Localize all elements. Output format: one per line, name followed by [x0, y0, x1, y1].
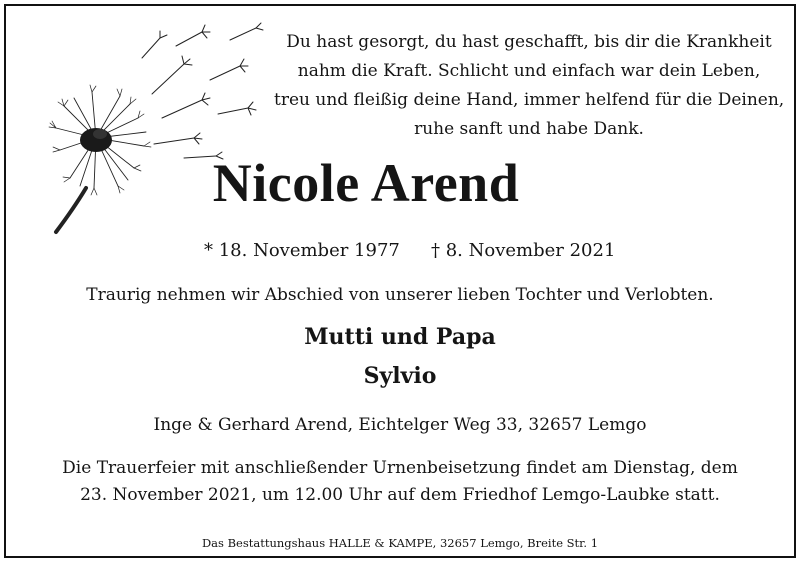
- poem-line: treu und fleißig deine Hand, immer helfend für die Deinen,: [274, 90, 785, 110]
- poem-line: ruhe sanft und habe Dank.: [414, 119, 644, 139]
- mourners-parents: Mutti und Papa: [304, 324, 496, 350]
- ceremony-line: 23. November 2021, um 12.00 Uhr auf dem Friedhof Lemgo-Laubke statt.: [80, 485, 720, 505]
- obituary-frame: [4, 4, 796, 558]
- announcement-text: Traurig nehmen wir Abschied von unserer lieben Tochter und Verlobten.: [86, 285, 714, 305]
- deceased-name: Nicole Arend: [212, 153, 520, 213]
- birth-date: * 18. November 1977: [204, 240, 400, 261]
- mourners-partner: Sylvio: [363, 363, 437, 389]
- poem-line: Du hast gesorgt, du hast geschafft, bis dir die Krankheit: [286, 32, 772, 52]
- death-date: † 8. November 2021: [431, 240, 616, 261]
- ceremony-line: Die Trauerfeier mit anschließender Urnenbeisetzung findet am Dienstag, dem: [62, 458, 738, 478]
- poem-line: nahm die Kraft. Schlicht und einfach war dein Leben,: [297, 61, 761, 81]
- poem: [274, 28, 784, 144]
- ceremony-info: [6, 455, 794, 509]
- undertaker-info: Das Bestattungshaus HALLE & KAMPE, 32657 Lemgo, Breite Str. 1: [201, 536, 599, 550]
- family-address: Inge & Gerhard Arend, Eichtelger Weg 33, 32657 Lemgo: [153, 415, 647, 435]
